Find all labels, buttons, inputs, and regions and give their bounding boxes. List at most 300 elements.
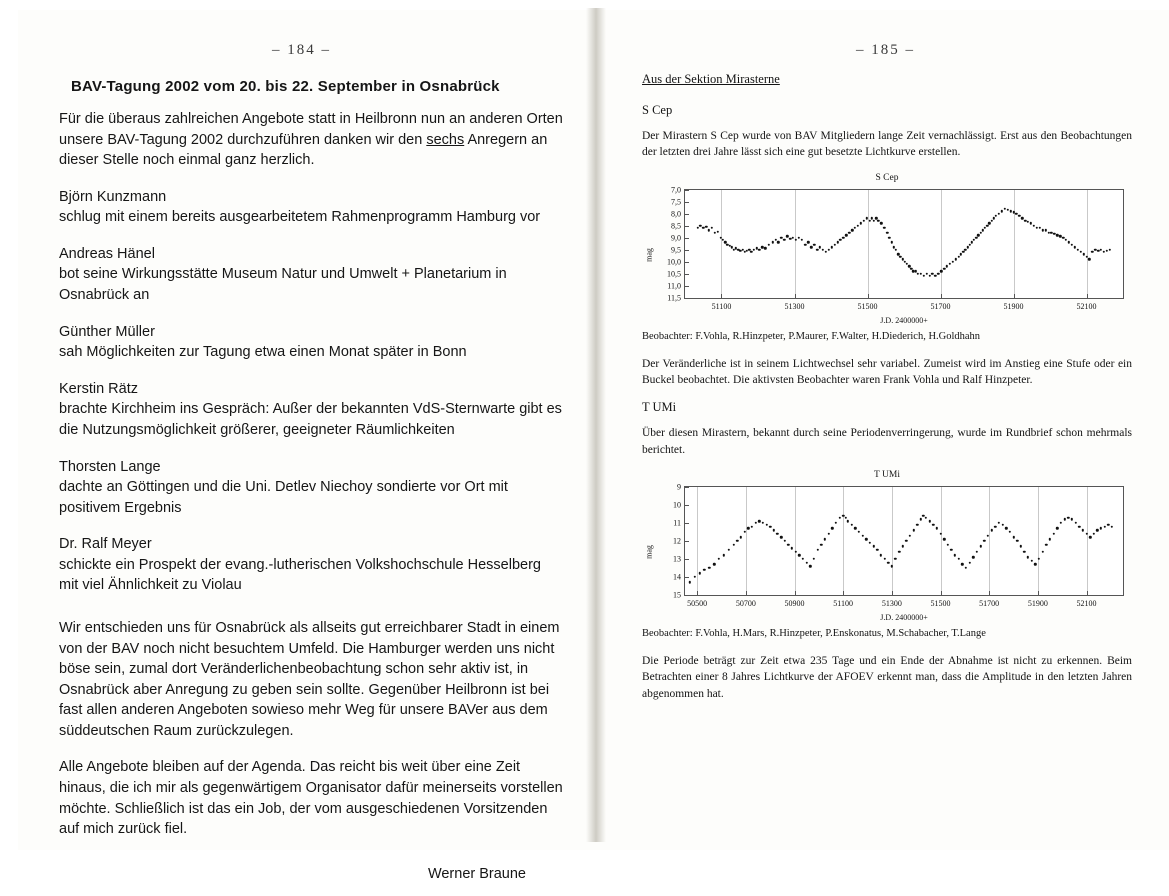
chart-data-point [1104,525,1106,527]
chart-data-point [833,244,835,246]
chart-data-point [894,558,896,560]
chart-data-point [728,549,730,551]
left-page [14,0,588,882]
section-heading: Aus der Sektion Mirasterne [642,72,780,86]
chart-data-point [954,554,956,556]
book-spine-shadow [586,8,606,842]
chart-plot-area [642,482,1132,622]
chart-data-point [813,558,815,560]
chart-data-point [1093,533,1095,535]
list-item [59,534,564,596]
chart-x-tick-label: 51900 [1027,598,1048,608]
star1-intro-paragraph: Der Mirastern S Cep wurde von BAV Mitgliedern lange Zeit vernachlässigt. Erst aus den Beobachtungen der letzten drei Jahre lässt sich eine gut besetzte Lichtkurve erstellen. [642,130,1132,159]
chart-y-tick-mark [685,190,689,191]
chart-x-tick-label: 51100 [711,301,732,311]
star-heading-s-cep: S Cep [642,103,673,117]
chart-data-point [764,247,766,249]
chart-data-point [1049,538,1051,540]
person-name: Björn Kunzmann [59,188,167,205]
chart-data-point [807,241,809,243]
chart-y-tick-mark [685,238,689,239]
person-description: schickte ein Prospekt der evang.-lutherischen Volkshochschule Hesselberg mit viel Ähnlichkeit zu Violau [59,556,541,594]
chart-y-axis-label: mag [644,247,654,262]
chart-y-tick-label: 8,5 [671,221,681,231]
chart-x-tick-mark [795,294,796,298]
chart-x-tick-mark [941,591,942,595]
star2-intro-paragraph: Über diesen Mirastern, bekannt durch seine Periodenverringerung, wurde im Rundbrief schon mehrmals berichtet. [642,427,1132,456]
chart-y-tick-mark [685,214,689,215]
chart-y-tick-mark [685,523,689,524]
person-description: bot seine Wirkungsstätte Museum Natur und Umwelt + Planetarium in Osnabrück an [59,266,507,304]
chart-data-point [986,224,988,226]
chart-x-tick-label: 51900 [1003,301,1024,311]
chart-data-point [952,260,954,262]
chart-data-point [1009,531,1011,533]
chart-data-point [886,232,888,234]
chart-data-point [1106,250,1108,252]
chart-data-point [787,543,789,545]
chart-canvas [667,185,1124,311]
chart-x-tick-label: 51500 [930,598,951,608]
chart-data-point [937,272,939,274]
chart-data-point [1045,543,1047,545]
chart-data-point [1001,210,1003,212]
chart-data-point [1052,533,1054,535]
chart-data-point [732,543,734,545]
chart-data-point [723,554,725,556]
chart-data-point [860,222,862,224]
lightcurve-chart-s-cep [642,173,1132,325]
chart-data-point [863,220,865,222]
chart-data-point [1016,540,1018,542]
chart-data-point [801,239,803,241]
intro-part-2: Anregern an dieser Stelle noch einmal ganz herzlich. [59,131,548,169]
chart-data-point [968,244,970,246]
chart-x-tick-mark [1014,294,1015,298]
chart-data-point [934,275,936,277]
chart-y-tick-mark [685,250,689,251]
chart-x-tick-label: 51700 [930,301,951,311]
chart-data-point [909,534,911,536]
chart-y-tick-mark [685,505,689,506]
chart-data-point [702,227,704,229]
chart-data-point [1071,518,1073,520]
intro-underlined-word: sechs [426,131,465,148]
star2-after-paragraph: Die Periode beträgt zur Zeit etwa 235 Tage und ein Ende der Abnahme ist nicht zu erkennen. Beim Betrachten einer 8 Jahres Lichtkurve der AFOEV erkennt man, dass die Amplitude in den letzten Jahren abgenommen hat. [642,654,1132,700]
chart-data-point [1012,536,1014,538]
chart-gridline [989,487,990,595]
chart-gridline [868,190,869,298]
chart-data-point [998,522,1000,524]
chart-x-tick-mark [746,591,747,595]
chart-data-point [988,222,990,224]
chart-data-point [754,522,756,524]
chart-data-point [984,227,986,229]
person-name: Thorsten Lange [59,458,161,475]
chart-data-point [736,540,738,542]
chart-data-point [718,558,720,560]
chart-data-point [783,239,785,241]
intro-part-1: Für die überaus zahlreichen Angebote statt in Heilbronn nun an anderen Orten unsere BAV-Tagung 2002 durchzuführen danken wir den [59,111,563,148]
chart-data-point [768,244,770,246]
chart-data-point [1088,258,1090,260]
chart-data-point [964,248,966,250]
chart-data-point [928,275,930,277]
chart-data-point [895,248,897,250]
chart-data-point [1111,525,1113,527]
chart-data-point [865,538,867,540]
chart-data-point [1103,251,1105,253]
chart-data-point [1063,518,1065,520]
chart-data-point [713,563,715,565]
chart-x-tick-mark [989,591,990,595]
chart-y-tick-label: 11 [673,518,681,528]
chart-gridline [843,487,844,595]
chart-data-point [1096,529,1098,531]
chart-data-point [844,516,846,518]
chart-data-point [698,572,700,574]
chart-gridline [746,487,747,595]
chart-data-point [1031,560,1033,562]
chart-data-point [851,229,853,231]
chart-data-point [993,217,995,219]
chart-data-point [890,241,892,243]
chart-x-tick-mark [868,294,869,298]
chart-data-point [689,581,691,583]
chart-x-tick-label: 50700 [735,598,756,608]
chart-data-point [765,524,767,526]
person-name: Kerstin Rätz [59,380,138,397]
chart-data-point [961,563,963,565]
chart-x-tick-label: 51700 [979,598,1000,608]
chart-data-point [898,551,900,553]
chart-data-point [936,527,938,529]
chart-data-point [816,248,818,250]
chart-data-point [979,232,981,234]
signature: Werner Braune [427,865,526,882]
chart-gridline [1014,190,1015,298]
chart-y-tick-mark [685,286,689,287]
chart-data-point [825,251,827,253]
person-description: schlug mit einem bereits ausgearbeitetem Rahmenprogramm Hamburg vor [59,209,541,226]
chart-y-tick-label: 14 [673,572,681,582]
chart-data-point [848,232,850,234]
chart-y-tick-label: 8,0 [671,209,681,219]
chart-gridline [941,487,942,595]
chart-data-point [982,229,984,231]
chart-data-point [923,275,925,277]
chart-data-point [773,529,775,531]
chart-data-point [880,222,882,224]
chart-data-point [1091,251,1093,253]
chart-data-point [932,524,934,526]
chart-data-point [758,520,760,522]
person-description: brachte Kirchheim ins Gespräch: Außer der bekannten VdS-Sternwarte gibt es die Nutzungsmöglichkeit größerer, geeigneter Räumlichkeiten [59,401,562,438]
chart-y-tick-mark [685,226,689,227]
chart-x-axis-label: J.D. 2400000+ [880,612,928,622]
chart-x-tick-mark [1038,591,1039,595]
chart-data-point [1078,525,1080,527]
right-page [606,0,1162,850]
chart-gridline [1038,487,1039,595]
chart-data-point [1056,527,1058,529]
page-number-right: – 185 – [856,42,915,58]
chart-data-point [831,527,833,529]
lightcurve-chart-t-umi [642,470,1132,622]
chart-y-tick-mark [685,541,689,542]
chart-x-tick-label: 50500 [687,598,708,608]
chart-data-point [813,244,815,246]
chart-data-point [968,561,970,563]
chart-data-point [1060,522,1062,524]
chart-data-point [750,251,752,253]
chart-x-tick-label: 52100 [1076,301,1097,311]
chart-gridline [795,190,796,298]
chart-data-point [873,220,875,222]
chart-data-point [838,516,840,518]
chart-data-point [1100,527,1102,529]
chart-data-point [947,543,949,545]
chart-x-tick-label: 51100 [833,598,854,608]
chart-data-point [979,545,981,547]
chart-gridline [795,487,796,595]
chart-data-point [1020,545,1022,547]
chart-gridline [1087,487,1088,595]
chart-y-tick-mark [685,298,689,299]
right-page-body [642,72,1132,714]
chart-data-point [887,561,889,563]
chart-data-point [771,241,773,243]
chart-title: T UMi [874,469,900,480]
chart-y-tick-mark [685,262,689,263]
chart-data-point [868,220,870,222]
chart-data-point [845,234,847,236]
chart-data-point [802,558,804,560]
chart-data-point [1023,551,1025,553]
chart-y-tick-label: 10,5 [667,269,681,279]
chart-gridline [697,487,698,595]
chart-y-tick-mark [685,274,689,275]
chart-data-point [776,533,778,535]
chart-data-point [705,226,707,228]
chart-data-point [810,246,812,248]
chart-data-point [913,529,915,531]
chart-data-point [1082,529,1084,531]
chart-x-tick-mark [795,591,796,595]
chart-y-tick-label: 10 [673,500,681,510]
chart-data-point [1041,551,1043,553]
chart-data-point [850,524,852,526]
chart-data-point [777,241,779,243]
chart-x-tick-mark [721,294,722,298]
chart-data-point [708,567,710,569]
chart-data-point [697,227,699,229]
chart-y-tick-mark [685,487,689,488]
chart-data-point [791,547,793,549]
chart-data-point [762,522,764,524]
chart-data-point [971,241,973,243]
chart-data-point [1027,556,1029,558]
chart-data-point [976,551,978,553]
chart-data-point [916,524,918,526]
chart-data-point [1034,563,1036,565]
closing-paragraph-2: Alle Angebote bleiben auf der Agenda. Das reicht bis weit über eine Zeit hinaus, die ich mir als gegenwärtigem Organisator dafür meinerseits vorstellen möchte. Schließlich ist das ein Job, der vom ausgeschiedenen Vorsitzenden auf mich zurück fiel. [59,759,563,838]
chart-data-point [747,527,749,529]
chart-data-point [962,251,964,253]
chart-x-tick-mark [892,591,893,595]
chart-data-point [983,540,985,542]
chart-data-point [994,525,996,527]
chart-data-point [839,239,841,241]
person-name: Dr. Ralf Meyer [59,536,152,553]
chart-y-tick-label: 12 [673,536,681,546]
chart-data-point [905,540,907,542]
chart-data-point [975,236,977,238]
page-number-left: – 184 – [272,42,331,58]
chart-y-tick-label: 7,0 [671,185,681,195]
chart-data-point [949,263,951,265]
chart-y-tick-label: 10,0 [667,257,681,267]
chart-data-point [1001,524,1003,526]
chart-gridline [892,487,893,595]
intro-paragraph [59,109,564,171]
chart-data-point [694,576,696,578]
chart-data-point [769,525,771,527]
chart-x-tick-mark [941,294,942,298]
chart-data-point [858,531,860,533]
chart-y-tick-mark [685,577,689,578]
chart-data-point [804,244,806,246]
chart-data-point [888,236,890,238]
chart-y-tick-label: 11,0 [667,281,681,291]
chart-data-point [847,520,849,522]
chart-data-point [751,525,753,527]
person-description: dachte an Göttingen und die Uni. Detlev Niechoy sondierte vor Ort mit positivem Ergebnis [59,479,508,516]
chart-data-point [816,549,818,551]
chart-data-point [758,248,760,250]
chart-data-point [714,232,716,234]
chart-data-point [998,212,1000,214]
chart-data-point [827,533,829,535]
chart-data-point [854,227,856,229]
chart-data-point [740,536,742,538]
person-name: Andreas Hänel [59,245,155,262]
page-title: BAV-Tagung 2002 vom 20. bis 22. September in Osnabrück [71,78,500,95]
chart-x-tick-mark [697,591,698,595]
chart-y-tick-label: 11,5 [667,293,681,303]
chart-data-point [943,268,945,270]
chart-gridline [1087,190,1088,298]
chart-gridline [941,190,942,298]
chart-data-point [752,248,754,250]
chart-data-point [925,516,927,518]
star1-after-paragraph: Der Veränderliche ist in seinem Lichtwechsel sehr variabel. Zumeist wird im Anstieg eine Stufe oder ein Buckel beobachtet. Die aktivsten Beobachter waren Frank Vohla und Ralf Hinzpeter. [642,357,1132,386]
chart-x-tick-label: 51500 [857,301,878,311]
chart-y-tick-label: 7,5 [671,197,681,207]
list-item [59,322,564,363]
chart-x-tick-mark [843,591,844,595]
chart-data-point [995,215,997,217]
chart-data-point [943,538,945,540]
chart-data-point [946,265,948,267]
left-page-body [59,78,564,896]
closing-paragraph-1: Wir entschieden uns für Osnabrück als allseits gut erreichbarer Stadt in einem von der BAV noch nicht besuchtem Umfeld. Die Hamburger werden uns nicht böse sein, zumal dort Veränderlichenbeobachtung schon sehr aktiv ist, in Osnabrück aber Anregung zu geben sein sollte. Gegenüber Heilbronn ist bei fast allen anderen Angeboten sowieso mehr Weg für unsere BAVer aus dem süddeutschen Raum zurückzulegen. [59,619,560,739]
chart-data-point [703,569,705,571]
chart-y-tick-mark [685,559,689,560]
chart-x-tick-label: 51300 [784,301,805,311]
chart-x-tick-label: 51300 [881,598,902,608]
chart-data-point [880,554,882,556]
chart-data-point [950,549,952,551]
chart-data-point [902,545,904,547]
chart-y-tick-label: 9 [677,482,681,492]
chart-data-point [977,234,979,236]
chart-data-point [958,256,960,258]
chart-data-point [1067,516,1069,518]
chart-gridline [721,190,722,298]
list-item [59,244,564,306]
chart-y-tick-mark [685,595,689,596]
chart-data-point [876,549,878,551]
chart-x-axis-label: J.D. 2400000+ [880,315,928,325]
chart-data-point [1074,522,1076,524]
chart-data-point [835,522,837,524]
chart-data-point [708,229,710,231]
chart-data-point [780,536,782,538]
chart-y-tick-mark [685,202,689,203]
chart-data-point [990,220,992,222]
chart-plot-area [642,185,1132,325]
chart-data-point [711,227,713,229]
star-heading-t-umi: T UMi [642,400,677,415]
chart-data-point [966,246,968,248]
chart-canvas [673,482,1124,608]
chart-data-point [824,538,826,540]
chart-data-point [1109,248,1111,250]
chart-data-point [784,540,786,542]
chart-y-tick-label: 15 [673,590,681,600]
person-description: sah Möglichkeiten zur Tagung etwa einen Monat später in Bonn [59,344,467,361]
chart-data-point [990,529,992,531]
chart-data-point [809,565,811,567]
chart-y-axis-label: mag [644,545,654,559]
chart-x-tick-mark [1087,294,1088,298]
chart-data-point [920,518,922,520]
chart-data-point [965,567,967,569]
chart-data-point [869,542,871,544]
chart-data-point [820,543,822,545]
observers-credit-s-cep: Beobachter: F.Vohla, R.Hinzpeter, P.Maurer, F.Walter, H.Diederich, H.Goldhahn [642,330,981,342]
chart-title: S Cep [875,172,899,183]
chart-data-point [960,253,962,255]
chart-data-point [1005,527,1007,529]
chart-data-point [883,558,885,560]
chart-x-tick-label: 50900 [784,598,805,608]
chart-data-point [1107,524,1109,526]
chart-data-point [955,258,957,260]
chart-data-point [798,554,800,556]
chart-data-point [1089,536,1091,538]
chart-data-point [854,527,856,529]
person-name: Günther Müller [59,323,155,340]
list-item [59,457,564,519]
chart-data-point [857,224,859,226]
chart-y-tick-label: 13 [673,554,681,564]
chart-data-point [861,534,863,536]
chart-data-point [973,239,975,241]
chart-data-point [828,248,830,250]
chart-data-point [836,241,838,243]
